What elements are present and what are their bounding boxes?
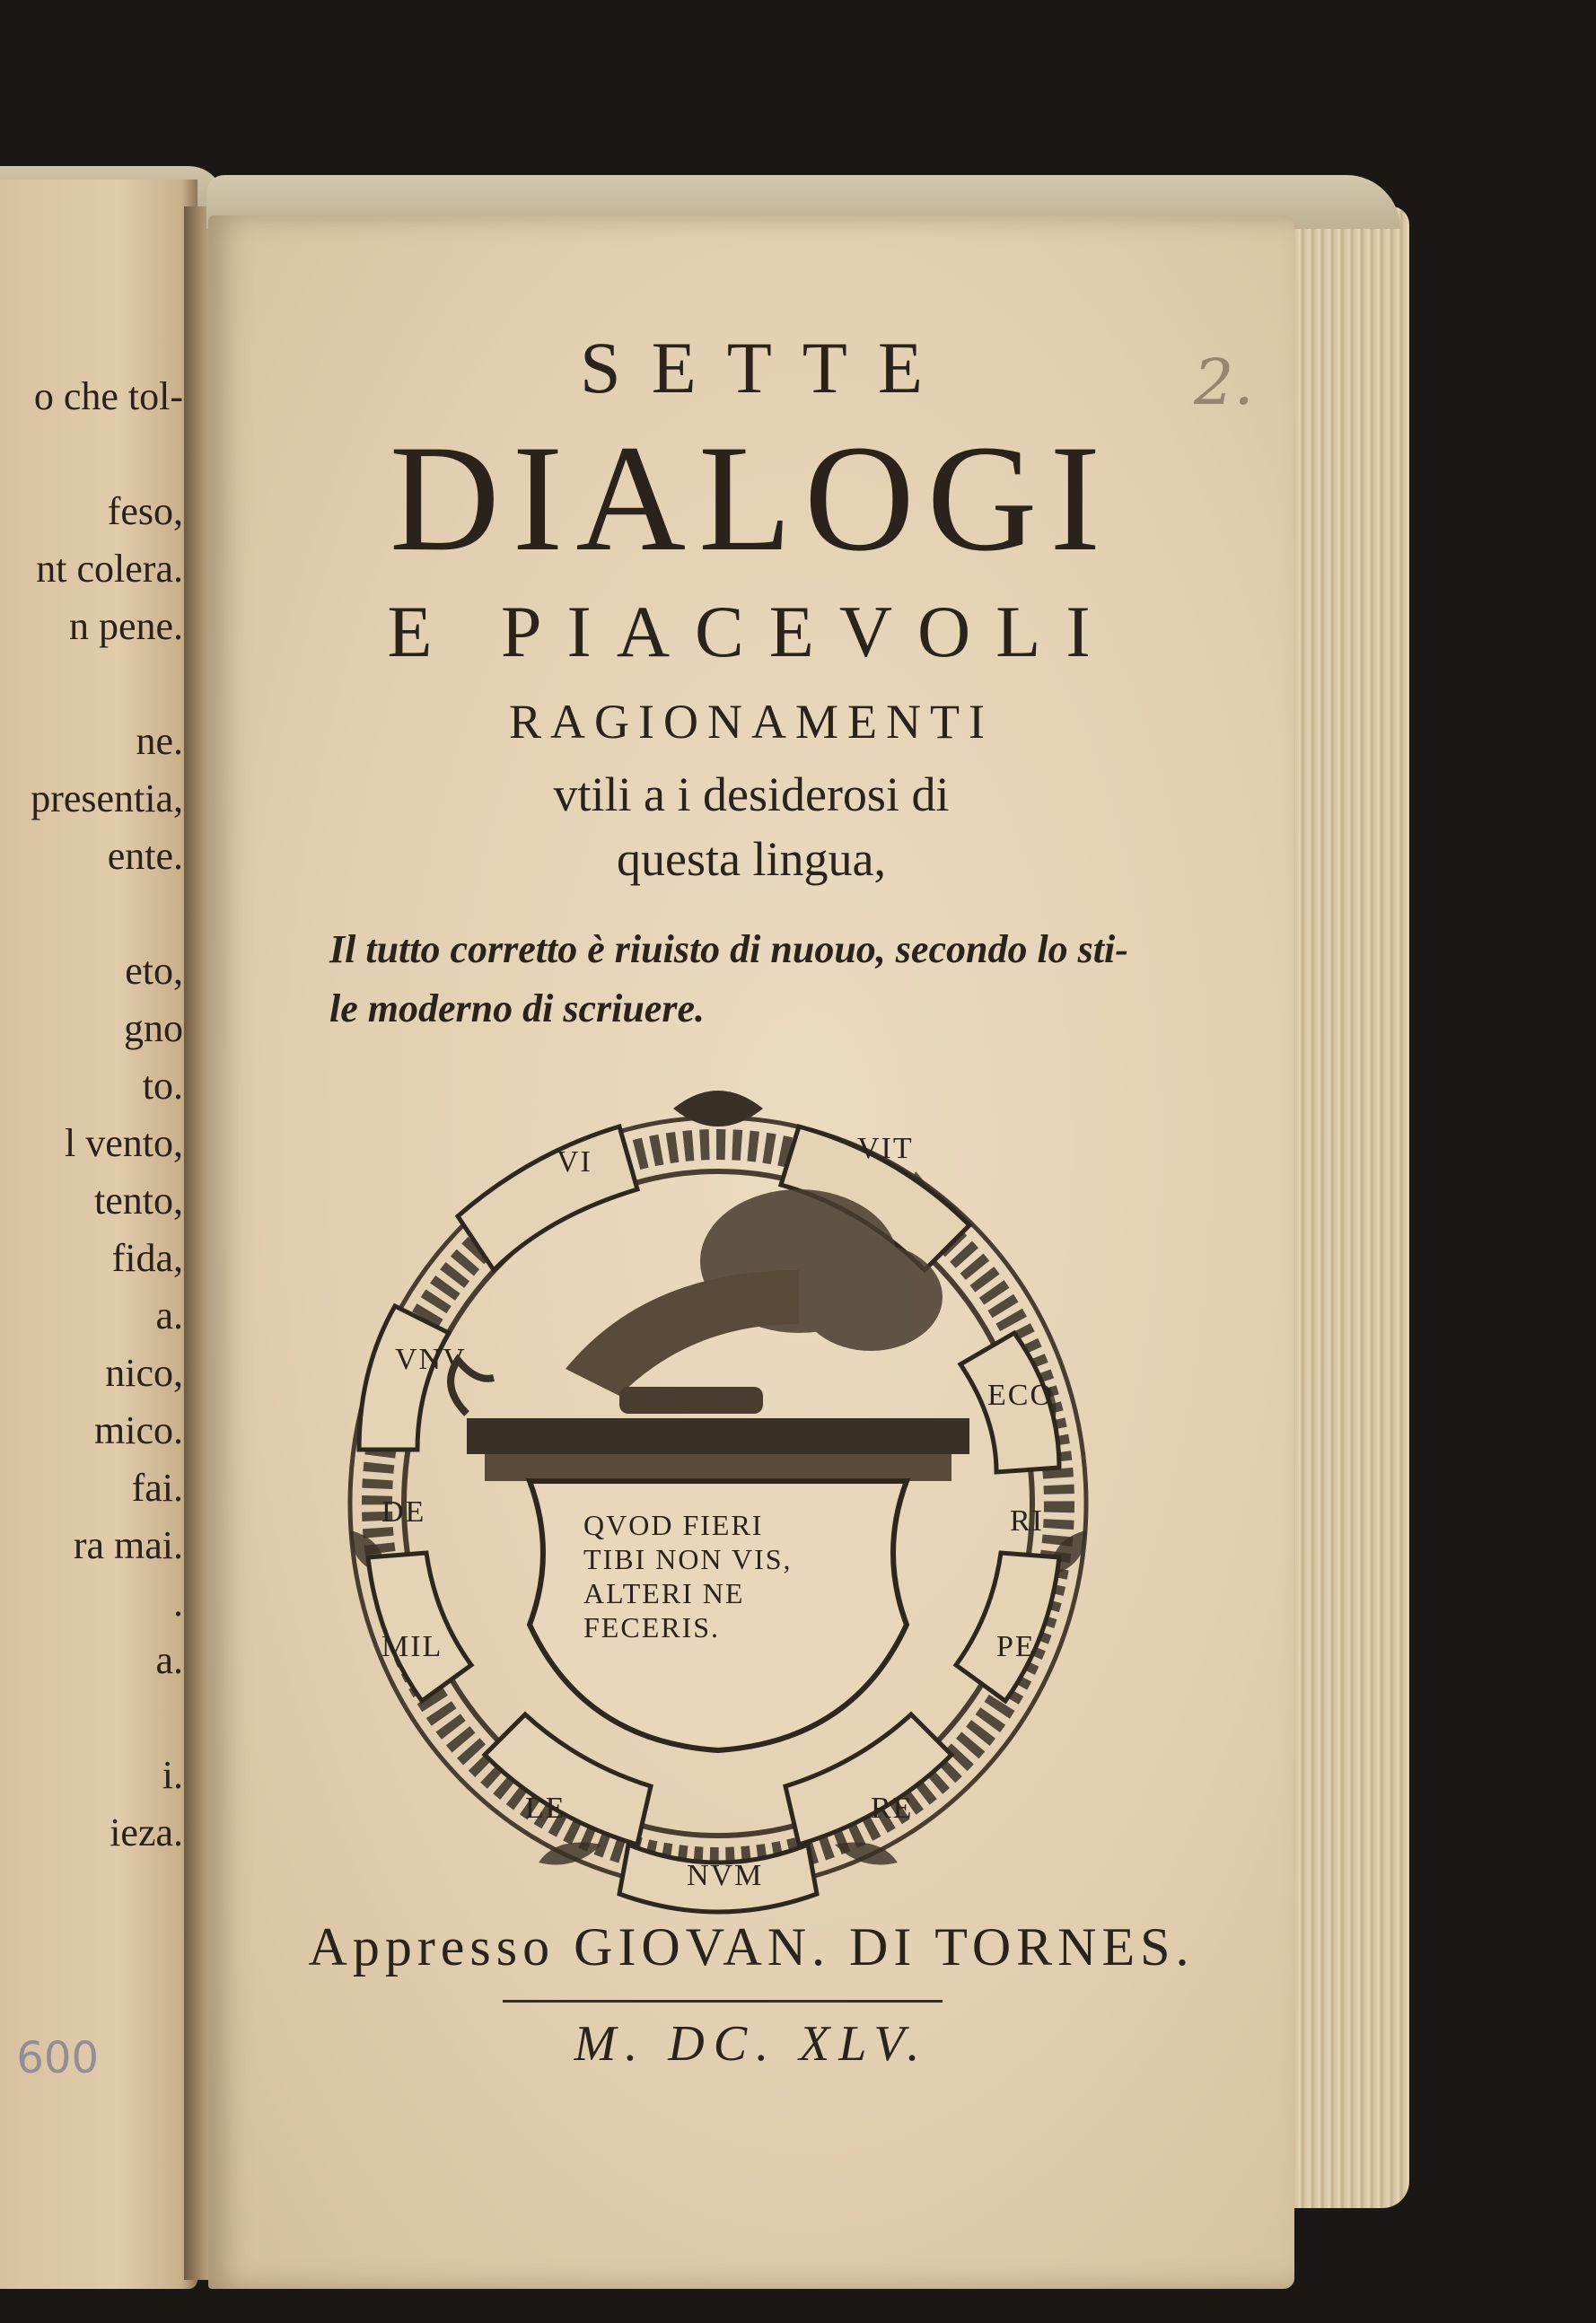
left-page-line bbox=[0, 425, 189, 483]
left-page-line: l vento, bbox=[65, 1121, 183, 1165]
folio-note: 2. bbox=[1194, 346, 1254, 419]
ribbon-word: RE bbox=[871, 1792, 914, 1825]
left-page-line: to. bbox=[142, 1064, 183, 1108]
left-page-line: o che tol- bbox=[33, 374, 183, 418]
ribbon-word: RI bbox=[1010, 1504, 1044, 1538]
motto-line: FECERIS. bbox=[583, 1611, 721, 1644]
imprint-rule bbox=[503, 2000, 943, 2003]
left-page-line: ne. bbox=[136, 719, 183, 763]
left-page-line: a. bbox=[155, 1293, 183, 1337]
left-page-line: a. bbox=[155, 1638, 183, 1682]
ribbon-word: VI bbox=[557, 1145, 592, 1179]
motto-line: ALTERI NE bbox=[583, 1577, 745, 1609]
ribbon-word: VIT bbox=[857, 1132, 914, 1165]
left-page-line: eto, bbox=[125, 949, 183, 993]
device-motto bbox=[583, 1508, 880, 1644]
title-line-piacevoli: E PIACEVOLI bbox=[387, 591, 1116, 672]
left-page-line: i. bbox=[162, 1753, 183, 1797]
left-page-line: gno bbox=[124, 1006, 183, 1050]
italic-note bbox=[231, 920, 1272, 1039]
title-line-sette: SETTE bbox=[580, 327, 953, 408]
title-line-ragionamenti: RAGIONAMENTI bbox=[509, 695, 994, 749]
italic-note-line-2: le moderno di scriuere. bbox=[329, 986, 705, 1030]
imprint: Appresso GIOVAN. DI TORNES. bbox=[308, 1917, 1195, 1977]
ribbon-word: VNV bbox=[395, 1343, 467, 1376]
left-page-line: feso, bbox=[107, 489, 183, 533]
left-page-line: . bbox=[173, 1581, 183, 1625]
left-page-line: mico. bbox=[94, 1408, 183, 1452]
left-page-line: ieza. bbox=[110, 1810, 183, 1854]
left-page-line: nt colera. bbox=[36, 547, 183, 591]
ribbon-word: MIL bbox=[381, 1630, 443, 1663]
publication-date: M. DC. XLV. bbox=[574, 2016, 929, 2072]
left-page-line: fida, bbox=[111, 1236, 183, 1280]
left-page-line: n pene. bbox=[68, 604, 183, 648]
ribbon-word: PE bbox=[996, 1630, 1036, 1663]
left-page-line: nico, bbox=[105, 1351, 183, 1395]
left-page-line bbox=[0, 885, 189, 942]
left-page-text bbox=[0, 368, 189, 1862]
motto-line: TIBI NON VIS, bbox=[583, 1543, 793, 1575]
title-line-dialogi: DIALOGI bbox=[389, 414, 1114, 583]
ribbon-word: LE bbox=[525, 1792, 566, 1825]
subtitle-line-2: questa lingua, bbox=[617, 832, 886, 886]
left-page-line: presentia, bbox=[31, 776, 183, 820]
italic-note-line-1: Il tutto corretto è riuisto di nuouo, secondo lo sti- bbox=[329, 927, 1128, 971]
left-page-line: tento, bbox=[94, 1179, 183, 1223]
left-page-line bbox=[0, 1689, 189, 1747]
left-page-line: fai. bbox=[131, 1466, 183, 1510]
left-page-line: ra mai. bbox=[73, 1523, 183, 1567]
left-page-line: ente. bbox=[107, 834, 183, 878]
shelfmark-stamp: 600 bbox=[16, 2033, 99, 2083]
printers-device-woodcut bbox=[332, 1073, 1104, 1916]
motto-line: QVOD FIERI bbox=[583, 1509, 764, 1541]
ribbon-word: NVM bbox=[687, 1859, 764, 1892]
subtitle-line-1: vtili a i desiderosi di bbox=[553, 767, 950, 821]
ribbon-word: ECO bbox=[987, 1379, 1054, 1412]
title-block bbox=[208, 323, 1294, 1039]
ribbon-word: DE bbox=[381, 1495, 426, 1529]
left-page-line bbox=[0, 655, 189, 713]
